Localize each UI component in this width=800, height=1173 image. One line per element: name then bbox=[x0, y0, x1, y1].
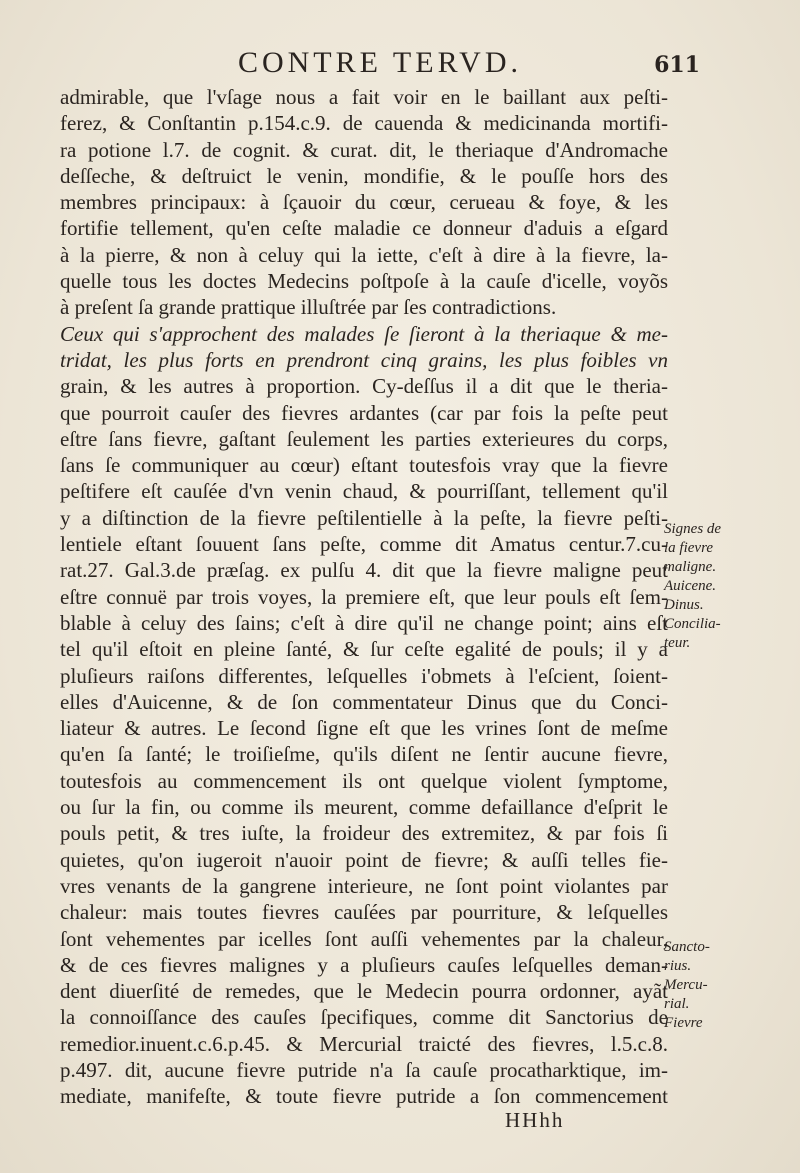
text-line: à preſent ſa grande prattique illuſtrée par ſes contradictions. bbox=[60, 295, 557, 320]
text-line: chaleur: mais toutes fievres cauſées par pourriture, & leſquelles bbox=[60, 900, 668, 925]
text-line: & de ces fievres malignes y a pluſieurs cauſes leſquelles deman- bbox=[60, 952, 668, 977]
margin-note: rius. bbox=[664, 958, 692, 974]
margin-note: rial. bbox=[664, 996, 690, 1012]
text-line: mediate, manifeſte, & toute fievre putride a ſon commencement bbox=[60, 1084, 668, 1109]
text-line: dent diuerſité de remedes, que le Medecin pourra ordonner, ayãt bbox=[60, 979, 668, 1004]
margin-note: Concilia- bbox=[664, 616, 721, 632]
text-line: p.497. dit, aucune fievre putride n'a ſa cauſe procatharktique, im- bbox=[60, 1057, 668, 1082]
margin-spacer bbox=[664, 786, 744, 805]
text-line: ou ſur la fin, ou comme ils meurent, comme defaillance d'eſprit le bbox=[60, 795, 668, 820]
margin-note: Sancto- bbox=[664, 939, 710, 955]
page-number: 611 bbox=[654, 52, 700, 78]
text-line: rat.27. Gal.3.de præſag. ex pulſu 4. dit que la fievre maligne peut bbox=[60, 558, 668, 583]
text-line: liateur & autres. Le ſecond ſigne eſt que les vrines ſont de meſme bbox=[60, 716, 668, 741]
text-line: peſtifere eſt cauſée d'vn venin chaud, & pourriſſant, tellement qu'il bbox=[60, 479, 668, 504]
text-line: Ceux qui s'approchent des malades ſe ſieront à la theriaque & me- bbox=[60, 321, 668, 346]
margin-spacer bbox=[664, 900, 744, 919]
text-line: ſont vehementes par icelles ſont auſſi vehementes par la chaleur, bbox=[60, 926, 668, 951]
text-line: quelle tous les doctes Medecins poſtpoſe à la cauſe d'icelle, voyõs bbox=[60, 269, 668, 294]
signature-mark: HHhh bbox=[505, 1108, 565, 1132]
margin-spacer bbox=[664, 748, 744, 767]
margin-note: Dinus. bbox=[664, 597, 704, 613]
text-line: quietes, qu'on iugeroit n'auoir point de fievre; & auſſi telles fie- bbox=[60, 847, 668, 872]
text-line: eſtre connuë par trois voyes, la premiere eſt, que leur pouls eſt ſem- bbox=[60, 584, 668, 609]
running-title: CONTRE TERVD. bbox=[237, 46, 523, 79]
margin-spacer bbox=[664, 843, 744, 862]
text-line: grain, & les autres à proportion. Cy-deſſus il a dit que le theria- bbox=[60, 374, 668, 399]
margin-spacer bbox=[664, 691, 744, 710]
margin-spacer bbox=[664, 862, 744, 881]
margin-spacer bbox=[664, 710, 744, 729]
body-text bbox=[60, 84, 668, 1110]
text-line: admirable, que l'vſage nous a fait voir en le baillant aux peſti- bbox=[60, 85, 668, 109]
margin-note: Signes de bbox=[664, 521, 722, 537]
text-line: pluſieurs raiſons differentes, leſquelles i'obmets à l'eſcient, ſoient- bbox=[60, 663, 668, 688]
margin-note: Fievre bbox=[664, 1015, 703, 1031]
margin-spacer bbox=[664, 729, 744, 748]
margin-spacer bbox=[664, 767, 744, 786]
margin-spacer bbox=[664, 824, 744, 843]
text-line: que pourroit cauſer des fievres ardantes (car par fois la peſte peut bbox=[60, 400, 668, 425]
text-line: eſtre ſans fievre, gaſtant ſeulement les parties exterieures du corps, bbox=[60, 426, 668, 451]
text-line: tridat, les plus forts en prendront cinq grains, les plus foibles vn bbox=[60, 347, 668, 372]
margin-note: Auicene. bbox=[664, 578, 717, 594]
text-line: ſans ſe communiquer au cœur) eſtant toutesfois vray que la fievre bbox=[60, 453, 668, 478]
text-line: membres principaux: à ſçauoir du cœur, cerueau & foye, & les bbox=[60, 190, 668, 215]
text-line: elles d'Auicenne, & de ſon commentateur Dinus que du Conci- bbox=[60, 689, 668, 714]
text-line: lentiele eſtant ſouuent ſans peſte, comme dit Amatus centur.7.cu- bbox=[60, 532, 668, 557]
text-line: qu'en ſa ſanté; le troiſieſme, qu'ils diſent ne ſentir aucune fievre, bbox=[60, 742, 668, 767]
text-line: pouls petit, & tres iuſte, la froideur des extremitez, & par fois ſi bbox=[60, 821, 668, 846]
text-line: à la pierre, & non à celuy qui la iette, c'eſt à dire à la fievre, la- bbox=[60, 242, 668, 267]
text-line: vres venants de la gangrene interieure, ne ſont point violantes par bbox=[60, 873, 668, 898]
text-line: tel qu'il eſtoit en pleine ſanté, & ſur ceſte egalité de pouls; il y a bbox=[60, 637, 668, 662]
text-line: deſſeche, & deſtruict le venin, mondifie, & le pouſſe hors des bbox=[60, 163, 668, 188]
text-line: ferez, & Conſtantin p.154.c.9. de cauenda & medicinanda mortifi- bbox=[60, 111, 668, 136]
margin-note: maligne. bbox=[664, 559, 717, 575]
margin-spacer bbox=[664, 672, 744, 691]
margin-note: Mercu- bbox=[664, 977, 708, 993]
margin-spacer bbox=[664, 805, 744, 824]
text-line: fortifie tellement, qu'en ceſte maladie ce donneur d'aduis a eſgard bbox=[60, 216, 668, 241]
text-line: la connoiſſance des cauſes ſpecifiques, comme dit Sanctorius de bbox=[60, 1005, 668, 1030]
margin-spacer bbox=[664, 653, 744, 672]
text-line: remedior.inuent.c.6.p.45. & Mercurial traicté des fievres, l.5.c.8. bbox=[60, 1031, 668, 1056]
margin-notes bbox=[664, 520, 744, 1033]
margin-spacer bbox=[664, 881, 744, 900]
text-line: toutesfois au commencement ils ont quelque violent ſymptome, bbox=[60, 768, 668, 793]
text-line: y a diſtinction de la fievre peſtilentielle à la peſte, la fievre peſti- bbox=[60, 505, 668, 530]
text-line: blable à celuy des ſains; c'eſt à dire qu'il ne change point; ains eſt bbox=[60, 610, 668, 635]
text-line: ra potione l.7. de cognit. & curat. dit, le theriaque d'Andromache bbox=[60, 137, 668, 162]
margin-note: la fievre bbox=[664, 540, 714, 556]
page-header bbox=[60, 46, 700, 80]
margin-note: teur. bbox=[664, 635, 691, 651]
margin-spacer bbox=[664, 919, 744, 938]
